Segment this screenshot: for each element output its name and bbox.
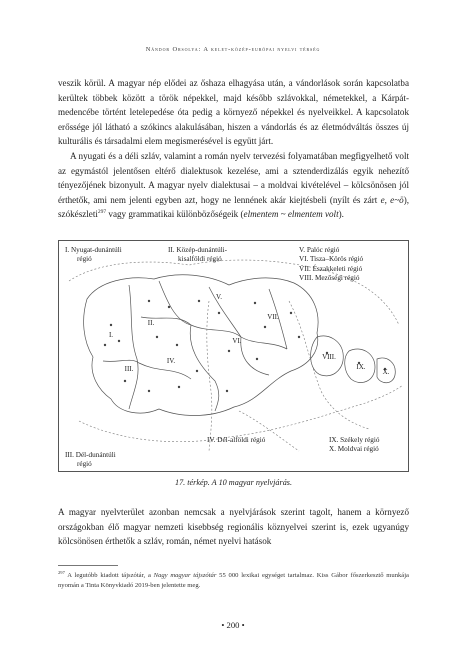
map-mark-X: X.: [382, 368, 390, 376]
paragraph-1: veszik körül. A magyar nép elődei az őshaza elhagyása után, a vándorlások során kapcsolatba kerültek többek között a török népekkel, majd később szlávokkal, németekkel, a Kárpát-medencébe történt letelepedése óta pedig a környező népekkel és nyelveikkel. A kapcsolatok erőssége jól látható a szókincs alakulásában, hiszen a vándorlás és az életmódváltás összes új kulturális és társadalmi elem megismerésével is együtt járt.: [58, 78, 409, 147]
map-mark-IX: IX.: [356, 363, 366, 371]
paragraph-2: A nyugati és a déli szláv, valamint a román nyelv tervezési folyamatában megfigyelhető volt az egymástól jelentősen eltérő dialektusok kezelése, ami a sztenderdizálás egyik nehezítő tényezőjének bizonyult. A magyar nyelv dialektusai – a moldvai kivételével – kölcsönösen jól érthetők, ami nem jelenti egyben azt, hogy ne lennének akár kiejtésbeli (nyílt és zárt e, e~ö), szókészleti$^{297}$ vagy grammatikai különbözőségeik (elmentem ~ elmentem volt).: [58, 150, 409, 220]
map-mark-VIII: VIII.: [322, 353, 336, 361]
page-number: • 200 •: [221, 620, 245, 630]
legend-region-3: III. Dél-dunántúli régió: [65, 451, 116, 469]
legend-region-2: II. Közép-dunántúli- kisalföldi régió: [168, 246, 228, 264]
legend-region-4: IV. Dél-alföldi régió: [207, 436, 266, 444]
footnote: $^{297}$ A legutóbb kiadott tájszótár, a Nagy magyar tájszótár 55 000 lexikai egységet tartalmaz. Kiss Gábor főszerkesztő munkája nyomán a Tinta Könyvkiadó 2019-ben jelentette meg.: [58, 569, 409, 590]
legend-regions-9-10: IX. Székely régió X. Moldvai régió: [329, 436, 380, 454]
footnote-divider: [58, 565, 118, 566]
running-title: Nándor Orsolya: A kelet-közép-európai nyelvi térség: [145, 46, 321, 53]
legend-region-1: I. Nyugat-dunántúli régió: [65, 246, 122, 264]
map-mark-VII: VII.: [267, 313, 279, 321]
map-mark-V: V.: [216, 293, 222, 301]
footnote-number: 297: [58, 569, 65, 575]
map-mark-VI: VI.: [232, 337, 242, 345]
map-mark-III: III.: [124, 365, 134, 373]
map-mark-IV: IV.: [166, 357, 176, 365]
map-mark-II: II.: [147, 319, 155, 327]
map-mark-I: I.: [108, 331, 114, 339]
dialect-map: [58, 240, 409, 472]
map-caption: 17. térkép. A 10 magyar nyelvjárás.: [174, 478, 293, 487]
body-text-bottom: [58, 505, 409, 549]
body-text-top: [58, 76, 409, 222]
paragraph-3: A magyar nyelvterület azonban nemcsak a nyelvjárások szerint tagolt, hanem a környező országokban élő magyar nemzeti kisebbség regionális köznyelvei szerint is, ezek ugyanúgy kölcsönösen érthetők a szláv, román, német nyelvi hatások: [58, 507, 409, 547]
footnote-ref[interactable]: 297: [97, 209, 107, 216]
running-header: [0, 46, 466, 53]
legend-regions-5-8: V. Palóc régió VI. Tisza–Körös régió VII. Északkeleti régió VIII. Mezőségi régió: [299, 246, 364, 283]
